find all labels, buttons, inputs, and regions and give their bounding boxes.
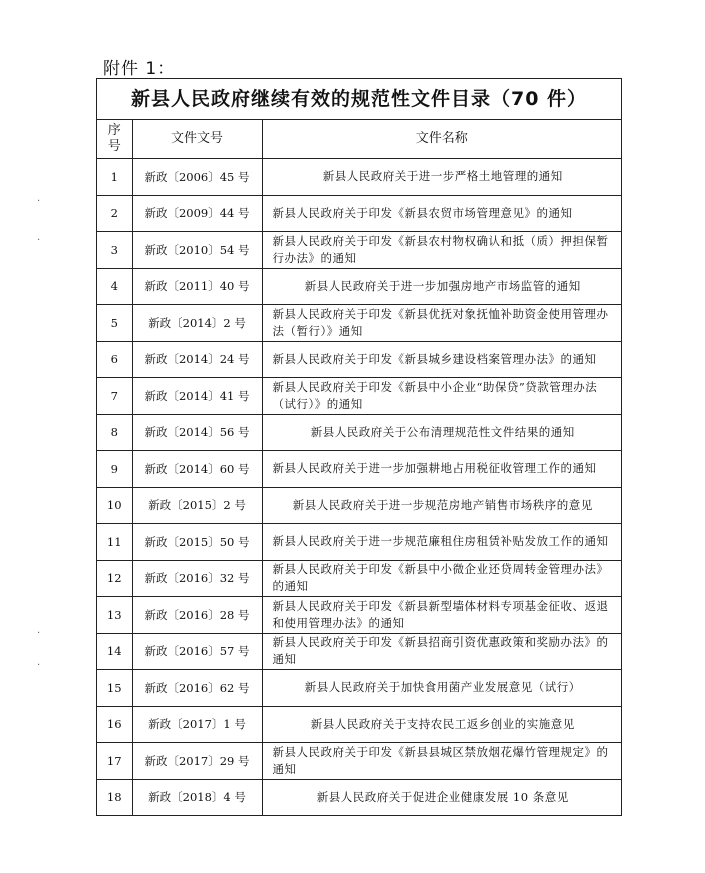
row-doc-name: 新县人民政府关于进一步加强房地产市场监管的通知	[262, 268, 621, 305]
table-row	[97, 779, 621, 815]
row-doc-number: 新政〔2014〕2 号	[132, 305, 262, 342]
row-doc-name: 新县人民政府关于公布清理规范性文件结果的通知	[262, 414, 621, 451]
scan-mark: ·	[37, 235, 41, 246]
row-number: 14	[97, 633, 132, 670]
row-doc-number: 新政〔2016〕62 号	[132, 670, 262, 707]
row-doc-number: 新政〔2017〕29 号	[132, 743, 262, 780]
row-doc-number: 新政〔2010〕54 号	[132, 232, 262, 269]
row-doc-number: 新政〔2016〕57 号	[132, 633, 262, 670]
table-row	[97, 378, 621, 415]
row-number: 9	[97, 451, 132, 488]
table-row	[97, 670, 621, 707]
row-doc-name: 新县人民政府关于进一步加强耕地占用税征收管理工作的通知	[262, 451, 621, 488]
table-row	[97, 414, 621, 451]
document-title: 新县人民政府继续有效的规范性文件目录（70 件）	[97, 79, 621, 120]
row-doc-number: 新政〔2014〕41 号	[132, 378, 262, 415]
header-no-text: 序 号	[107, 123, 121, 154]
row-number: 4	[97, 268, 132, 305]
row-doc-name: 新县人民政府关于印发《新县城乡建设档案管理办法》的通知	[262, 341, 621, 378]
table-header-row	[97, 120, 621, 159]
row-number: 6	[97, 341, 132, 378]
row-doc-number: 新政〔2014〕24 号	[132, 341, 262, 378]
row-doc-number: 新政〔2014〕56 号	[132, 414, 262, 451]
header-doc-no: 文件文号	[132, 120, 262, 159]
table-row	[97, 706, 621, 743]
table-row	[97, 597, 621, 634]
row-number: 15	[97, 670, 132, 707]
row-doc-name: 新县人民政府关于印发《新县新型墙体材料专项基金征收、返退和使用管理办法》的通知	[262, 597, 621, 634]
row-doc-name: 新县人民政府关于印发《新县县城区禁放烟花爆竹管理规定》的通知	[262, 743, 621, 780]
row-number: 2	[97, 195, 132, 232]
table-row	[97, 268, 621, 305]
row-number: 10	[97, 487, 132, 524]
file-list-table	[97, 120, 621, 815]
table-row	[97, 560, 621, 597]
table-row	[97, 743, 621, 780]
table-row	[97, 159, 621, 196]
row-doc-name: 新县人民政府关于印发《新县中小微企业还贷周转金管理办法》的通知	[262, 560, 621, 597]
attachment-label: 附件 1：	[103, 59, 176, 79]
row-doc-name: 新县人民政府关于印发《新县农村物权确认和抵（质）押担保暂行办法》的通知	[262, 232, 621, 269]
table-row	[97, 633, 621, 670]
row-doc-number: 新政〔2017〕1 号	[132, 706, 262, 743]
row-doc-name: 新县人民政府关于支持农民工返乡创业的实施意见	[262, 706, 621, 743]
table-row	[97, 524, 621, 561]
scan-mark: ·	[37, 196, 41, 207]
row-doc-name: 新县人民政府关于印发《新县招商引资优惠政策和奖励办法》的通知	[262, 633, 621, 670]
table-row	[97, 341, 621, 378]
row-doc-number: 新政〔2016〕32 号	[132, 560, 262, 597]
table-row	[97, 451, 621, 488]
row-number: 17	[97, 743, 132, 780]
row-number: 11	[97, 524, 132, 561]
row-doc-name: 新县人民政府关于促进企业健康发展 10 条意见	[262, 779, 621, 815]
row-number: 8	[97, 414, 132, 451]
row-doc-number: 新政〔2014〕60 号	[132, 451, 262, 488]
table-row	[97, 232, 621, 269]
row-doc-number: 新政〔2011〕40 号	[132, 268, 262, 305]
row-number: 1	[97, 159, 132, 196]
header-no	[97, 120, 132, 159]
row-doc-number: 新政〔2015〕2 号	[132, 487, 262, 524]
row-number: 18	[97, 779, 132, 815]
row-doc-name: 新县人民政府关于加快食用菌产业发展意见（试行）	[262, 670, 621, 707]
row-doc-name: 新县人民政府关于印发《新县优抚对象抚恤补助资金使用管理办法（暂行）》通知	[262, 305, 621, 342]
row-doc-number: 新政〔2006〕45 号	[132, 159, 262, 196]
row-number: 5	[97, 305, 132, 342]
row-doc-number: 新政〔2018〕4 号	[132, 779, 262, 815]
scan-mark: ·	[37, 660, 41, 671]
row-doc-name: 新县人民政府关于进一步严格土地管理的通知	[262, 159, 621, 196]
document-table-frame	[96, 78, 622, 816]
row-number: 3	[97, 232, 132, 269]
row-doc-number: 新政〔2009〕44 号	[132, 195, 262, 232]
row-doc-name: 新县人民政府关于进一步规范房地产销售市场秩序的意见	[262, 487, 621, 524]
table-row	[97, 487, 621, 524]
row-number: 16	[97, 706, 132, 743]
scan-mark: ·	[37, 628, 41, 639]
header-doc-name: 文件名称	[262, 120, 621, 159]
row-doc-number: 新政〔2016〕28 号	[132, 597, 262, 634]
table-body	[97, 159, 621, 816]
row-number: 7	[97, 378, 132, 415]
row-doc-number: 新政〔2015〕50 号	[132, 524, 262, 561]
row-doc-name: 新县人民政府关于印发《新县中小企业“助保贷”贷款管理办法（试行）》的通知	[262, 378, 621, 415]
row-number: 12	[97, 560, 132, 597]
table-row	[97, 305, 621, 342]
table-row	[97, 195, 621, 232]
row-number: 13	[97, 597, 132, 634]
row-doc-name: 新县人民政府关于印发《新县农贸市场管理意见》的通知	[262, 195, 621, 232]
row-doc-name: 新县人民政府关于进一步规范廉租住房租赁补贴发放工作的通知	[262, 524, 621, 561]
